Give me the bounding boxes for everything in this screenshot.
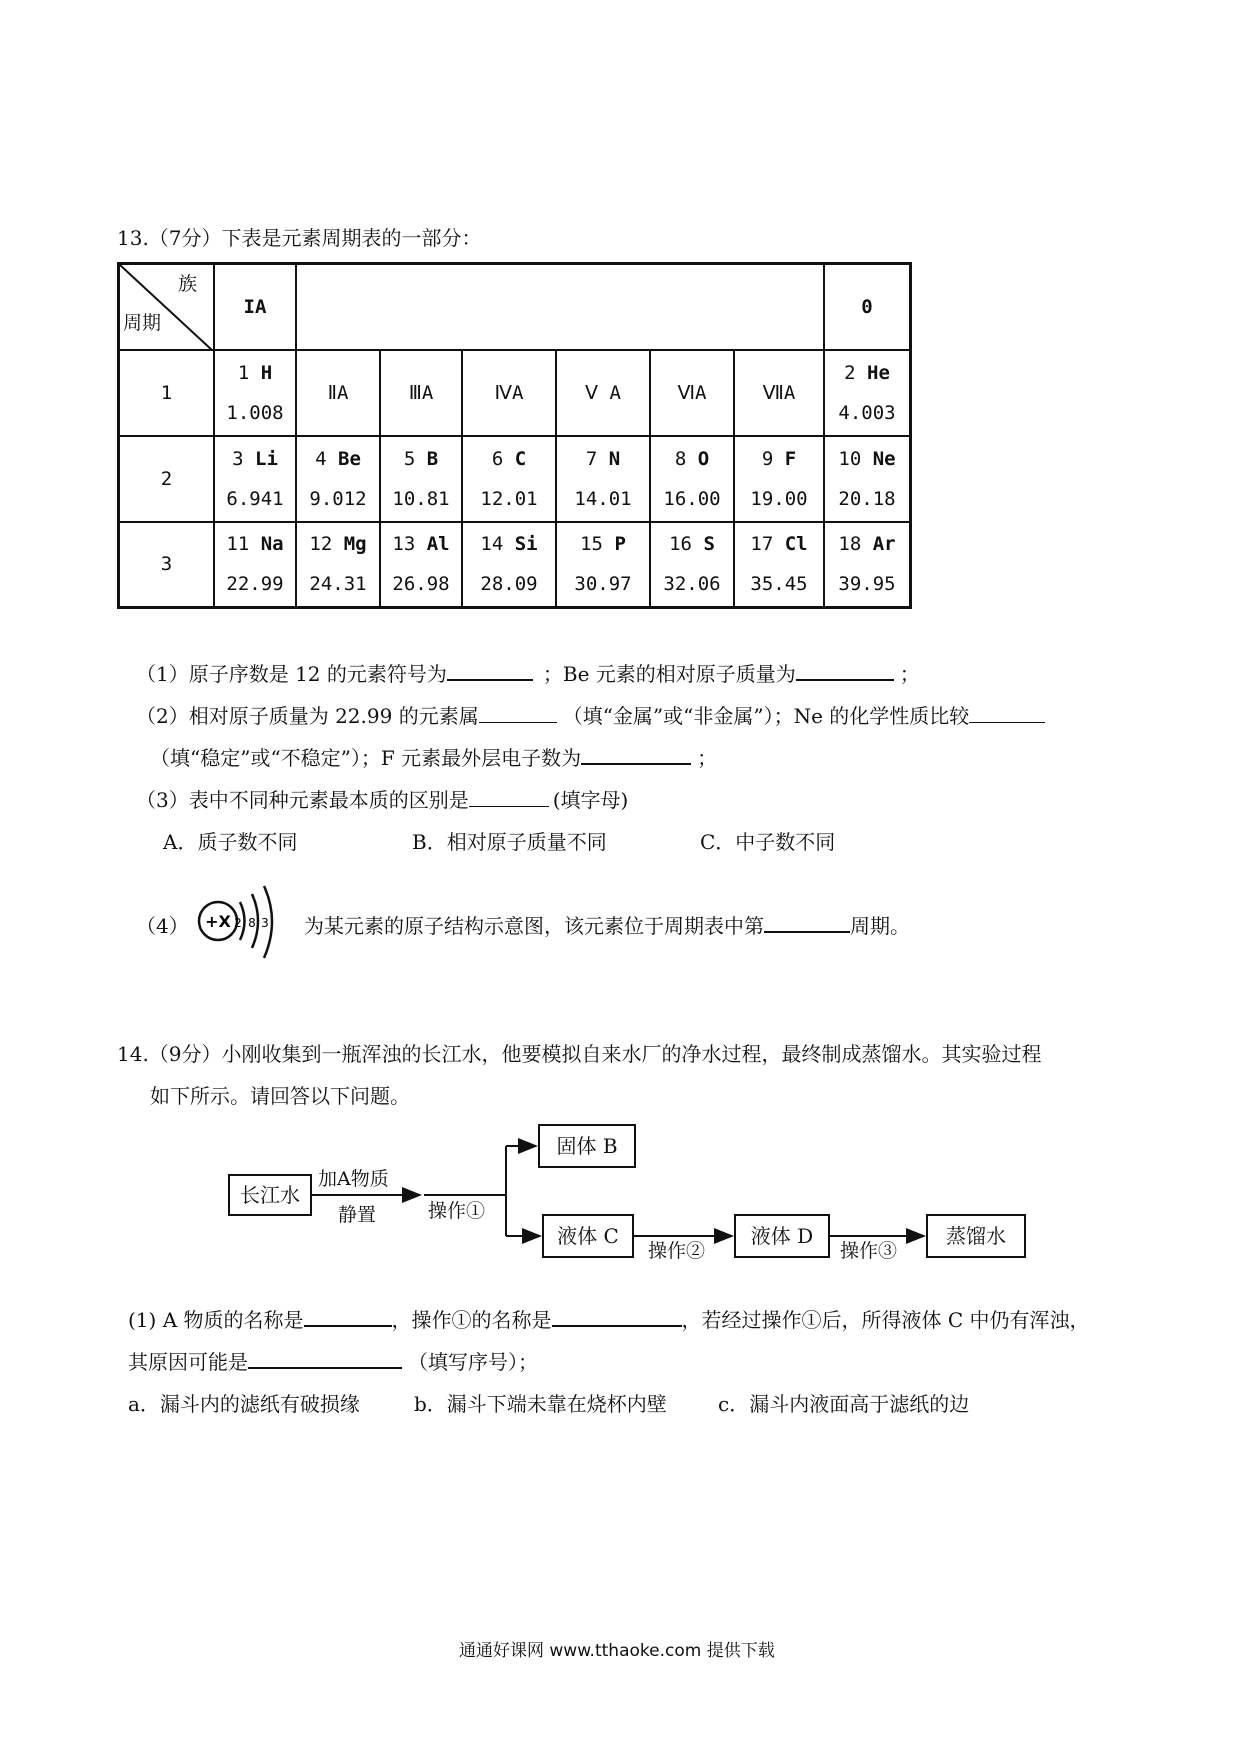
flow-op1-label: 操作① bbox=[428, 1200, 486, 1222]
q13-part1: （1）原子序数是 12 的元素符号为 ；Be 元素的相对原子质量为 ； bbox=[136, 658, 920, 687]
flow-start-box: 长江水 bbox=[228, 1174, 312, 1216]
q14-part1-line1: (1) A 物质的名称是 ，操作①的名称是 ，若经过操作①后，所得液体 C 中仍有浑浊， bbox=[128, 1304, 1090, 1333]
q13-part3: （3）表中不同种元素最本质的区别是 (填字母) bbox=[136, 788, 629, 812]
flow-end-box: 蒸馏水 bbox=[926, 1214, 1026, 1258]
q14-heading-line2: 如下所示。请回答以下问题。 bbox=[150, 1084, 410, 1108]
q14-option-b: b．漏斗下端未靠在烧杯内壁 bbox=[414, 1392, 667, 1416]
element-cell: 12 Mg 24.31 bbox=[296, 522, 380, 608]
q13-part4-label: （4） bbox=[136, 914, 189, 938]
q13-part2-line1: （2）相对原子质量为 22.99 的元素属 （填“金属”或“非金属”）；Ne 的化学性质比较 bbox=[136, 700, 1045, 729]
element-cell: 7 N 14.01 bbox=[556, 436, 650, 522]
q14-option-a: a．漏斗内的滤纸有破损缘 bbox=[128, 1392, 360, 1416]
shell-electron-count: 8 bbox=[248, 916, 256, 930]
q13-option-c: C．中子数不同 bbox=[700, 830, 836, 854]
shell-electron-count: 2 bbox=[234, 916, 242, 930]
element-cell: 9 F 19.00 bbox=[734, 436, 824, 522]
element-cell: 5 B 10.81 bbox=[380, 436, 462, 522]
element-cell: 1 H 1.008 bbox=[214, 350, 296, 436]
q14-option-c: c．漏斗内液面高于滤纸的边 bbox=[718, 1392, 970, 1416]
element-cell: 10 Ne 20.18 bbox=[824, 436, 911, 522]
nucleus-label: +X bbox=[205, 912, 231, 931]
element-cell: 14 Si 28.09 bbox=[462, 522, 556, 608]
q14-part1-line2: 其原因可能是 （填写序号）； bbox=[128, 1346, 538, 1375]
element-cell: 6 C 12.01 bbox=[462, 436, 556, 522]
q13-option-a: A．质子数不同 bbox=[163, 830, 298, 854]
q13-option-b: B．相对原子质量不同 bbox=[412, 830, 607, 854]
page-footer: 通通好课网 www.tthaoke.com 提供下载 bbox=[459, 1641, 775, 1661]
group-ia-header: IA bbox=[214, 264, 296, 350]
flow-liquid-d-box: 液体 D bbox=[734, 1214, 830, 1258]
answer-blank[interactable] bbox=[552, 1305, 682, 1327]
corner-group-label: 族 bbox=[177, 273, 197, 295]
element-cell: 3 Li 6.941 bbox=[214, 436, 296, 522]
group-iiia-header: ⅢA bbox=[380, 350, 462, 436]
shell-electron-count: 3 bbox=[261, 916, 269, 930]
q13-heading: 13.（7分）下表是元素周期表的一部分： bbox=[117, 226, 482, 250]
element-cell: 16 S 32.06 bbox=[650, 522, 734, 608]
q14-heading: 14.（9分）小刚收集到一瓶浑浊的长江水，他要模拟自来水厂的净水过程，最终制成蒸馏水。其实验过程 bbox=[117, 1042, 1042, 1066]
q13-part2-line2: （填“稳定”或“不稳定”）；F 元素最外层电子数为 ； bbox=[150, 742, 717, 771]
group-iia-header: ⅡA bbox=[296, 350, 380, 436]
group-via-header: ⅥA bbox=[650, 350, 734, 436]
group-va-header: Ⅴ A bbox=[556, 350, 650, 436]
group-0-header: 0 bbox=[824, 264, 911, 350]
element-cell: 18 Ar 39.95 bbox=[824, 522, 911, 608]
element-cell: 13 Al 26.98 bbox=[380, 522, 462, 608]
flow-step1-bottom-label: 静置 bbox=[338, 1204, 377, 1226]
flow-op3-label: 操作③ bbox=[840, 1240, 898, 1262]
period-label: 1 bbox=[119, 350, 215, 436]
period-label: 3 bbox=[119, 522, 215, 608]
group-iva-header: ⅣA bbox=[462, 350, 556, 436]
q13-part4-text: 为某元素的原子结构示意图，该元素位于周期表中第 周期。 bbox=[304, 910, 910, 939]
element-cell: 2 He 4.003 bbox=[824, 350, 911, 436]
answer-blank[interactable] bbox=[248, 1347, 402, 1369]
element-cell: 8 O 16.00 bbox=[650, 436, 734, 522]
answer-blank[interactable] bbox=[304, 1305, 392, 1327]
corner-period-label: 周期 bbox=[123, 311, 162, 334]
element-cell: 4 Be 9.012 bbox=[296, 436, 380, 522]
element-cell: 15 P 30.97 bbox=[556, 522, 650, 608]
flow-step1-top-label: 加A物质 bbox=[318, 1168, 389, 1190]
element-cell: 11 Na 22.99 bbox=[214, 522, 296, 608]
period-label: 2 bbox=[119, 436, 215, 522]
element-cell: 17 Cl 35.45 bbox=[734, 522, 824, 608]
flow-op2-label: 操作② bbox=[648, 1240, 706, 1262]
group-viia-header: ⅦA bbox=[734, 350, 824, 436]
flow-liquid-c-box: 液体 C bbox=[542, 1214, 634, 1258]
flow-solid-box: 固体 B bbox=[538, 1124, 636, 1168]
